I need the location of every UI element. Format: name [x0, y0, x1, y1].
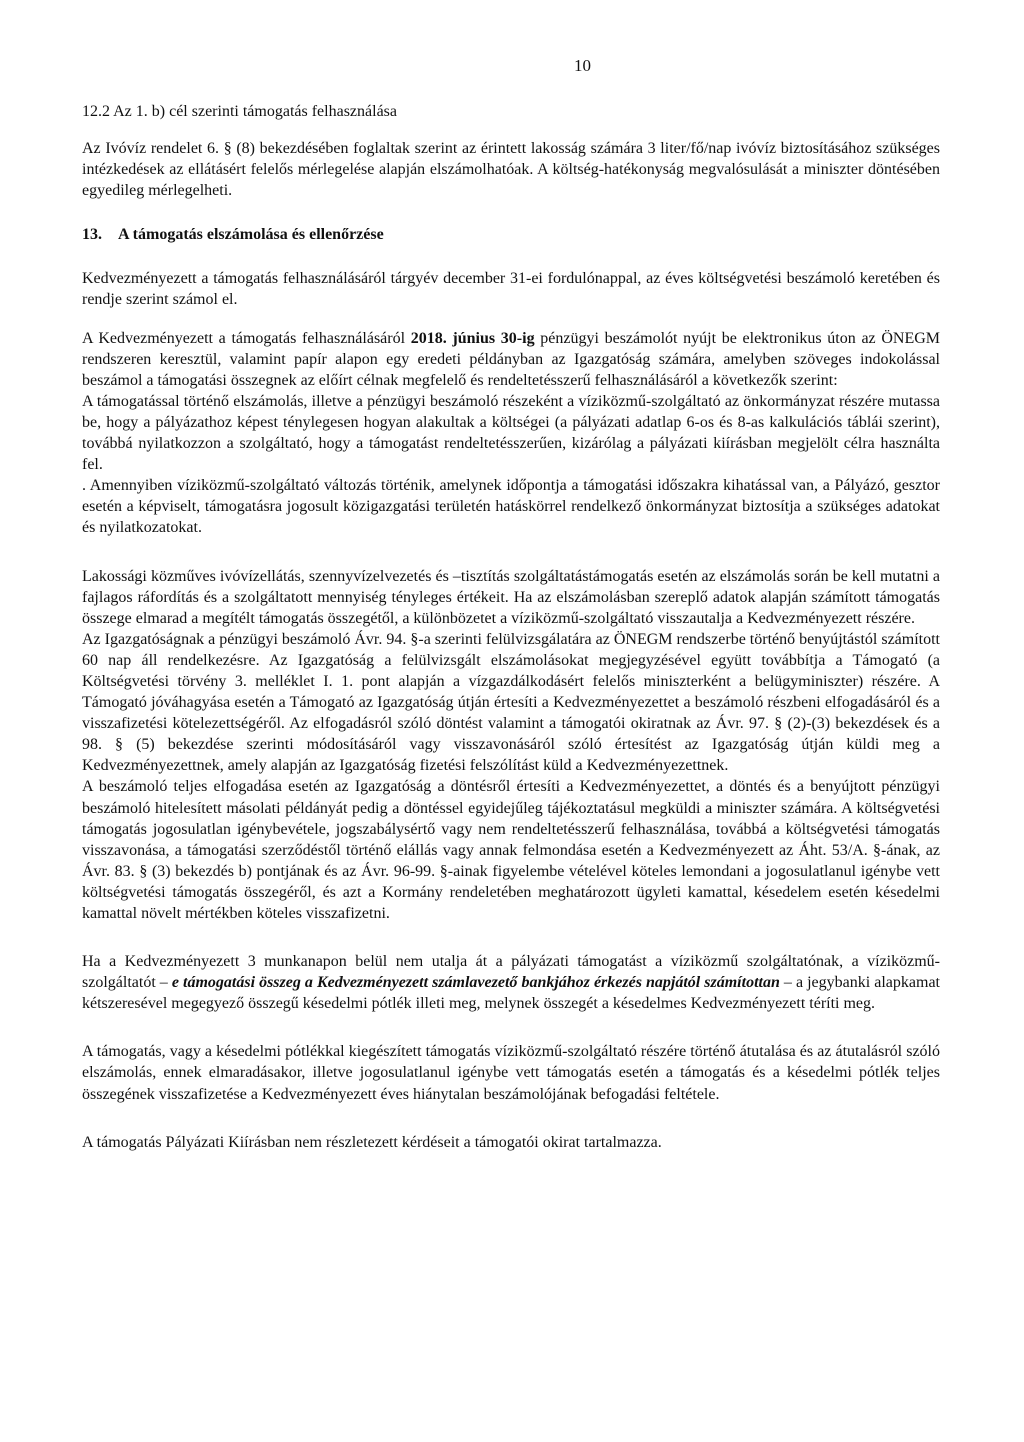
paragraph-keses: Ha a Kedvezményezett 3 munkanapon belül nem utalja át a pályázati támogatást a víziközmű szolgáltatónak, a víziközmű-szolgáltatót – e támogatási összeg a Kedvezményezett számlavezető bankjához érkezés napjától számítottan – a jegybanki alapkamat kétszeresével megegyező összegű késedelmi pótlék illeti meg, melynek összegét a késedelmes Kedvezményezett téríti meg.: [82, 953, 940, 1013]
paragraph-valtozas: . Amennyiben víziközmű-szolgáltató változás történik, amelynek időpontja a támogatási időszakra kihatással van, a Pályázó, gesztor esetén a képviselt, támogatásra jogosult közigazgatási területén hatáskörrel rendelkező önkormányzat biztosítja a szükséges adatokat és nyilatkozatokat.: [82, 477, 940, 537]
paragraph-szolgaltato: A támogatással történő elszámolás, illetve a pénzügyi beszámoló részeként a víziközmű-szolgáltató az önkormányzat részére mutassa be, hogy a pályázathoz képest ténylegesen hogyan alakultak a költségei (a pályázati adatlap 6-os és 8-as kalkulációs táblái szerint), továbbá nyilatkozzon a szolgáltató, hogy a támogatást rendeltetésszerűen, kizárólag a pályázati kiírásban megjelölt célra használta fel.: [82, 392, 940, 474]
paragraph-ivoviz: Az Ivóvíz rendelet 6. § (8) bekezdésében foglaltak szerint az érintett lakosság számára 3 liter/fő/nap ivóvíz biztosításához szükséges intézkedések az ellátásért felelős mérlegelése alapján elszámolhatóak. A költség-hatékonyság megvalósulását a miniszter döntésében egyedileg mérlegelheti.: [82, 140, 940, 200]
emphasis-text: e támogatási összeg a Kedvezményezett számlavezető bankjához érkezés napjától számítottan: [171, 974, 780, 992]
document-body: [82, 138, 940, 1153]
paragraph-beszamolo: A Kedvezményezett a támogatás felhasználásáról 2018. június 30-ig pénzügyi beszámolót nyújt be elektronikus úton az ÖNEGM rendszeren keresztül, valamint papír alapon egy eredeti példányban az Igazgatóság számára, amelyben szöveges indokolással beszámol a támogatási összegnek az előírt célnak megfelelő és rendeltetésszerű felhasználásáról a következők szerint:: [82, 329, 940, 389]
paragraph-felulvizsgalat: Az Igazgatóságnak a pénzügyi beszámoló Ávr. 94. §-a szerinti felülvizsgálatára az ÖNEGM rendszerbe történő benyújtástól számított 60 nap áll rendelkezésre. Az Igazgatóság a felülvizsgált elszámolásokat megjegyzésével együtt továbbítja a Támogató (a Költségvetési törvény 3. melléklet I. 1. pont alapján a vízgazdálkodásért felelős miniszterként a belügyminiszter) részére. A Támogató jóváhagyása esetén a Támogató az Igazgatóság útján értesíti a Kedvezményezettet a beszámoló részbeni elfogadásáról és a visszafizetési kötelezettségéről. Az elfogadásról szóló döntést valamint a támogatói okiratnak az Ávr. 97. § (2)-(3) bekezdések és a 98. § (5) bekezdése szerinti módosításáról vagy visszavonásáról szóló értesítést az Igazgatóság útján küldi meg a Kedvezményezettnek, amely alapján az Igazgatóság fizetési felszólítást küld a Kedvezményezettnek.: [82, 630, 940, 775]
paragraph-lakossagi: Lakossági közműves ivóvízellátás, szennyvízelvezetés és –tisztítás szolgáltatástámogatás esetén az elszámolás során be kell mutatni a fajlagos ráfordítás és a szolgáltatott mennyiség tényleges értékeit. Ha az elszámolásban szereplő adatok alapján számított támogatás összege elmarad a megítélt támogatás összegétől, a különbözetet a víziközmű-szolgáltató visszautalja a Kedvezményezett részére.: [82, 567, 940, 627]
page-number: 10: [574, 56, 591, 75]
paragraph-okirat: A támogatás Pályázati Kiírásban nem részletezett kérdéseit a támogatói okirat tartalmazza.: [82, 1133, 662, 1151]
deadline-date: 2018. június 30-ig: [410, 329, 535, 347]
heading-title: A támogatás elszámolása és ellenőrzése: [118, 226, 384, 244]
paragraph-teljes-elfogadas: A beszámoló teljes elfogadása esetén az Igazgatóság a döntésről értesíti a Kedvezményezettet, a döntés és a benyújtott pénzügyi beszámoló hitelesített másolati példányát pedig a döntéssel egyidejűleg tájékoztatásul megküldi a miniszter számára. A költségvetési támogatás jogosulatlan igénybevétele, jogszabálysértő vagy nem rendeltetésszerű felhasználása, továbbá a költségvetési támogatás visszavonása, a támogatási szerződéstől történő elállás vagy annak felmondása esetén a Kedvezményezett az Áht. 53/A. §-ának, az Ávr. 83. § (3) bekezdés b) pontjának és az Ávr. 96-99. §-ainak figyelembe vételével köteles lemondani a jogosulatlanul igénybe vett költségvetési támogatás összegéről, és azt a Kormány rendeletében meghatározott ügyleti kamattal, késedelem esetén késedelmi kamattal növelt mértékben köteles visszafizetni.: [82, 778, 940, 922]
section-heading: [82, 224, 940, 245]
section-title: 12.2 Az 1. b) cél szerinti támogatás felhasználása: [82, 103, 397, 120]
paragraph-elszamolas: Kedvezményezett a támogatás felhasználásáról tárgyév december 31-ei fordulónappal, az éves költségvetési beszámoló keretében és rendje szerint számol el.: [82, 270, 940, 309]
heading-number: 13.: [82, 226, 102, 244]
paragraph-atutalas: A támogatás, vagy a késedelmi pótlékkal kiegészített támogatás víziközmű-szolgáltató részére történő átutalása és az átutalásról szóló elszámolás, ennek elmaradásakor, illetve jogosulatlanul igénybe vett támogatás esetén a támogatás és a késedelmi pótlék teljes összegének visszafizetése a Kedvezményezett éves hiánytalan beszámolójának befogadási feltétele.: [82, 1043, 940, 1103]
